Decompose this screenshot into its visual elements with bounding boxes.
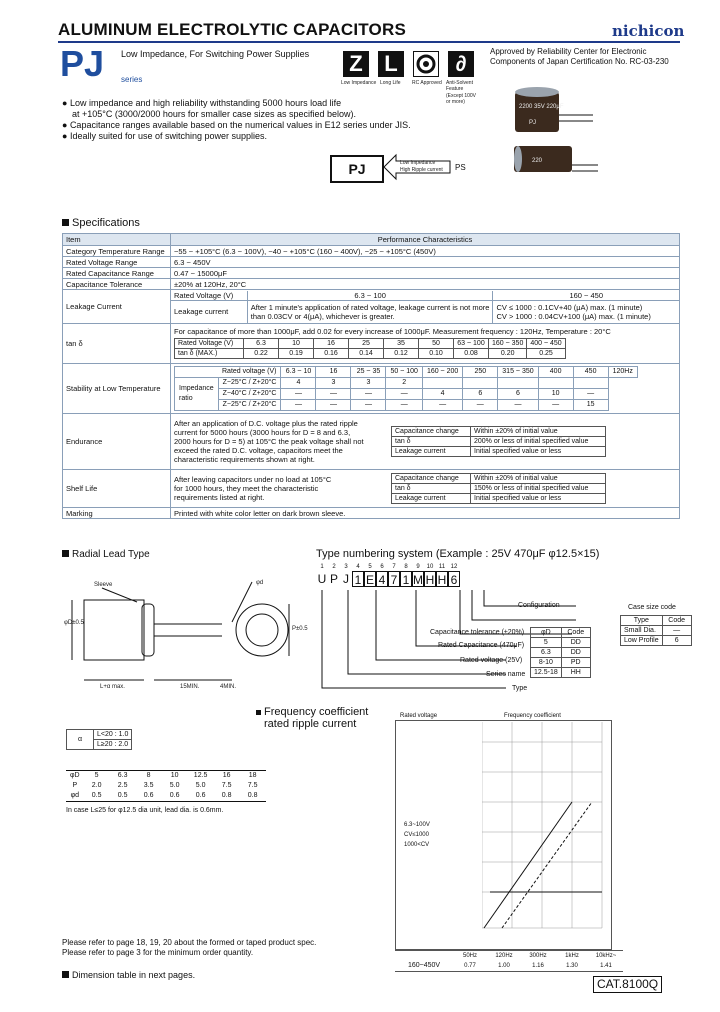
tan-voltage-row — [175, 339, 566, 349]
leak-rv: Rated Voltage (V) — [171, 291, 247, 301]
dim-cell: 0.6 — [143, 792, 154, 799]
num-position: 8 — [404, 564, 408, 570]
dim-cell: 0.5 — [117, 792, 128, 799]
leak-subtable — [171, 291, 679, 323]
dim-cell: 12.5 — [193, 772, 208, 779]
leak-lc: Leakage current — [171, 301, 247, 323]
stab-value-cell: 15 — [573, 400, 608, 411]
stab-value-cell: — — [351, 389, 386, 400]
num-char: H — [425, 573, 435, 587]
num-char: H — [437, 573, 447, 587]
stab-value-cell — [538, 378, 573, 389]
feature-2: ● Capacitance ranges available based on the numerical values in E12 series under JIS. — [62, 120, 411, 130]
dim-next-square — [62, 971, 69, 978]
dim-cell: 7.5 — [247, 782, 258, 789]
endurance-line: exceed the rated D.C. voltage, capacitors meet the — [174, 446, 343, 455]
tan-voltage-cell: 63 ~ 100 — [454, 339, 489, 349]
header-title: ALUMINUM ELECTROLYTIC CAPACITORS — [58, 20, 406, 39]
num-position: 1 — [320, 564, 324, 570]
tan-value-cell: 0.25 — [527, 349, 565, 359]
stab-value-cell: — — [538, 400, 573, 411]
rated-c-label: Rated Capacitance Range — [63, 268, 171, 279]
alpha-table — [66, 729, 132, 750]
freq-value-cell: 1.41 — [600, 963, 612, 969]
num-char: M — [413, 573, 423, 587]
tan-voltage-cell: 160 ~ 350 — [489, 339, 527, 349]
stab-value-cell: — — [351, 400, 386, 411]
shelf-key: Capacitance change — [392, 474, 471, 484]
feature-list — [62, 98, 411, 142]
freq-heading-2: rated ripple current — [264, 718, 357, 730]
stab-voltage-cell: 25 ~ 35 — [351, 367, 386, 378]
dim-cell: 16 — [222, 772, 231, 779]
config-cell: DD — [561, 638, 590, 648]
dim-cell: 5.0 — [169, 782, 180, 789]
series-word: series — [121, 75, 143, 84]
dim-cell: 8 — [146, 772, 151, 779]
stab-row-label: Z−40°C / Z+20°C — [218, 389, 281, 400]
tan-rv: Rated Voltage (V) — [175, 339, 244, 349]
alpha-label: α — [67, 730, 94, 750]
stab-voltage-cell: 250 — [463, 367, 498, 378]
shelf-val: Within ±20% of initial value — [471, 474, 606, 484]
feature-1-text: Low impedance and high reliability withstanding 5000 hours load life — [69, 98, 342, 108]
stab-value-cell: 6 — [463, 389, 498, 400]
tol-value: ±20% at 120Hz, 20°C — [171, 279, 680, 290]
stab-voltage-cell: 6.3 ~ 10 — [281, 367, 316, 378]
stab-row-1 — [175, 389, 638, 400]
radial-heading — [62, 549, 150, 560]
stab-value-cell — [498, 378, 538, 389]
stab-voltage-cell: 315 ~ 350 — [498, 367, 538, 378]
num-char: J — [343, 572, 349, 586]
dim-cell: 3.5 — [143, 782, 154, 789]
freq-row-a: 6.3~100V — [404, 822, 430, 828]
config-cell: 8-10 — [531, 658, 562, 668]
num-position: 3 — [344, 564, 348, 570]
spec-col-perf: Performance Characteristics — [171, 234, 680, 246]
stab-value-cell: — — [316, 389, 351, 400]
freq-header-cell: 120Hz — [495, 953, 513, 959]
marking-label: Marking — [63, 508, 171, 519]
num-label-series: Series name — [486, 671, 526, 678]
rated-c-value: 0.47 ~ 15000μF — [171, 268, 680, 279]
tan-voltage-cell: 25 — [349, 339, 384, 349]
dim-cell: 0.6 — [169, 792, 180, 799]
num-position: 2 — [332, 564, 336, 570]
rc-approved-glyph — [414, 52, 438, 76]
tan-voltage-cell: 10 — [279, 339, 314, 349]
num-position: 12 — [450, 564, 458, 570]
freq-col-fc: Frequency coefficient — [504, 713, 561, 719]
freq-header-row — [395, 951, 623, 962]
endurance-key: Capacitance change — [392, 427, 471, 437]
dim-header: φD — [70, 772, 80, 779]
tan-voltage-cell: 6.3 — [244, 339, 279, 349]
tan-value-cell: 0.12 — [384, 349, 419, 359]
stab-voltage-cell: 50 ~ 100 — [386, 367, 422, 378]
feature-3-text: Ideally suited for use of switching power supplies. — [69, 131, 268, 141]
stab-value-cell — [573, 378, 608, 389]
endurance-line: current for 5000 hours (3000 hours for D = 8 and 6.3, — [174, 428, 351, 437]
stab-value-cell: — — [422, 400, 462, 411]
stab-voltage-cell: 160 ~ 200 — [422, 367, 462, 378]
stab-label: Stability at Low Temperature — [63, 364, 171, 414]
case-cell: Small Dia. — [621, 626, 663, 636]
freq-header-cell: 10kHz~ — [595, 953, 617, 959]
freq-last-label: 160~450V — [407, 962, 441, 969]
approval-line-1: Approved by Reliability Center for Electronic — [490, 47, 647, 56]
stab-value-cell: 10 — [538, 389, 573, 400]
low-impedance-label: Low Impedance — [341, 80, 377, 86]
num-label-cap: Rated Capacitance (470μF) — [438, 642, 525, 649]
tol-label: Capacitance Tolerance — [63, 279, 171, 290]
rc-approved-label: RC Approved — [412, 80, 442, 86]
radial-lead15: 15MIN. — [180, 684, 200, 690]
leak-text-1: After 1 minute's application of rated voltage, leakage current is not more — [250, 302, 490, 312]
stab-value-cell: 3 — [316, 378, 351, 389]
stab-voltage-cell: 16 — [316, 367, 351, 378]
num-position: 9 — [416, 564, 420, 570]
case-title: Case size code — [628, 604, 676, 611]
freq-value-cell: 1.30 — [566, 963, 578, 969]
tan-voltage-cell: 50 — [419, 339, 454, 349]
num-position: 10 — [426, 564, 434, 570]
freq-value-cell: 1.00 — [498, 963, 510, 969]
approval-line-2: Components of Japan Certification No. RC-03-230 — [490, 57, 669, 66]
endurance-line: 2000 hours for D = 5) at 105°C the peak voltage shall not — [174, 437, 364, 446]
num-char: P — [329, 572, 338, 586]
dim-cell: 0.8 — [221, 792, 232, 799]
config-table — [530, 627, 591, 678]
dim-next-text: Dimension table in next pages. — [72, 970, 196, 980]
dim-cell: 5 — [94, 772, 99, 779]
tan-max: tan δ (MAX.) — [175, 349, 244, 359]
dim-cell: 18 — [248, 772, 257, 779]
num-label-tol: Capacitance tolerance (±20%) — [430, 629, 525, 636]
endurance-line: After an application of D.C. voltage plus the rated ripple — [174, 419, 358, 428]
stab-value-cell: 2 — [386, 378, 422, 389]
stab-row-label: Z−25°C / Z+20°C — [218, 400, 281, 411]
radial-L: L+α max. — [100, 684, 125, 690]
cat-temp-label: Category Temperature Range — [63, 246, 171, 257]
shelf-key: Leakage current — [392, 494, 471, 504]
stab-row-2 — [175, 400, 638, 411]
case-cell: — — [662, 626, 691, 636]
dim-cell: 7.5 — [221, 782, 232, 789]
num-char: 6 — [448, 571, 460, 587]
spec-col-item: Item — [63, 234, 171, 246]
dim-header: φd — [70, 792, 80, 799]
rated-v-value: 6.3 ~ 450V — [171, 257, 680, 268]
radial-note: In case L≤25 for φ12.5 dia unit, lead dia. is 0.6mm. — [66, 807, 224, 814]
catalog-number: CAT.8100Q — [593, 976, 662, 993]
feature-2-text: Capacitance ranges available based on the numerical values in E12 series under JIS. — [69, 120, 411, 130]
num-char: 4 — [376, 571, 388, 587]
endurance-text — [174, 419, 364, 464]
stab-value-cell: — — [281, 389, 316, 400]
freq-value-row — [395, 961, 623, 972]
leak-text-4: CV > 1000 : 0.04CV+100 (μA) max. (1 minute) — [496, 311, 651, 321]
case-table — [620, 615, 692, 646]
series-arrow-bottom: High Ripple current — [400, 167, 443, 173]
freq-last-table — [395, 950, 623, 972]
leak-text-3: CV ≤ 1000 : 0.1CV+40 (μA) max. (1 minute) — [496, 302, 643, 312]
dimension-table — [66, 770, 266, 802]
stab-value-cell: — — [281, 400, 316, 411]
num-position: 5 — [368, 564, 372, 570]
freq-row-a-sub2: 1000<CV — [404, 842, 430, 848]
capacitor-photo-low — [510, 140, 600, 180]
stab-voltage-row — [175, 367, 638, 378]
config-cell: 6.3 — [531, 648, 562, 658]
cap-photo-side-text: PJ — [529, 120, 537, 126]
endurance-val: Within ±20% of initial value — [471, 427, 606, 437]
radial-P: P±0.5 — [292, 626, 308, 632]
tan-value-cell: 0.22 — [244, 349, 279, 359]
case-cell: Low Profile — [621, 636, 663, 646]
shelf-table — [391, 473, 606, 504]
num-char: 1 — [400, 571, 412, 587]
spec-table — [62, 233, 680, 519]
specs-heading-square — [62, 219, 69, 226]
config-cell: PD — [561, 658, 590, 668]
num-char: 7 — [388, 571, 400, 587]
numbering-heading: Type numbering system (Example : 25V 470μF φ12.5×15) — [316, 548, 600, 560]
freq-header-cell: 1kHz — [565, 953, 579, 959]
dim-cell: 2.5 — [117, 782, 128, 789]
alpha-v2: L≥20 : 2.0 — [94, 740, 132, 750]
subtitle: Low Impedance, For Switching Power Supplies — [121, 49, 310, 59]
numbering-code — [316, 563, 460, 587]
feature-1-cont: at +105°C (3000/2000 hours for smaller case sizes as specified below). — [72, 109, 356, 119]
footer-note-1: Please refer to page 18, 19, 20 about the formed or taped product spec. — [62, 938, 317, 947]
leak-label: Leakage Current — [63, 290, 171, 324]
freq-row-a-sub1: CV≤1000 — [404, 832, 429, 838]
radial-heading-text: Radial Lead Type — [72, 549, 150, 560]
dim-cell: 10 — [170, 772, 179, 779]
stab-imp-1: Impedance — [179, 385, 214, 392]
tan-value-row — [175, 349, 566, 359]
brand-logo: nichicon — [612, 22, 685, 40]
radial-lead-drawing — [62, 570, 302, 695]
num-char: 1 — [352, 571, 364, 587]
header-rule — [58, 41, 680, 43]
spec-header-row — [63, 234, 680, 246]
cat-temp-value: −55 ~ +105°C (6.3 ~ 100V), −40 ~ +105°C (160 ~ 400V), −25 ~ +105°C (450V) — [171, 246, 680, 257]
num-label-rv: Rated voltage (25V) — [460, 657, 523, 664]
radial-heading-square — [62, 550, 69, 557]
cap-photo-low-text: 220 — [532, 158, 543, 164]
tan-value-cell: 0.20 — [489, 349, 527, 359]
long-life-icon: L — [378, 51, 404, 77]
shelf-label: Shelf Life — [63, 470, 171, 508]
rc-approved-icon — [413, 51, 439, 77]
tan-value-cell: 0.14 — [349, 349, 384, 359]
stab-value-cell — [463, 378, 498, 389]
dim-cell: 0.5 — [91, 792, 102, 799]
freq-heading — [256, 706, 368, 730]
dim-cell: 6.3 — [117, 772, 128, 779]
endurance-val: Initial specified value or less — [471, 447, 606, 457]
leak-text-2: than 0.03CV or 4(μA), whichever is greater. — [250, 311, 395, 321]
tan-value-cell: 0.19 — [279, 349, 314, 359]
stab-imp-2: ratio — [179, 395, 193, 402]
endurance-val: 200% or less of initial specified value — [471, 437, 606, 447]
shelf-line: requirements listed at right. — [174, 493, 265, 502]
tan-value-cell: 0.10 — [419, 349, 454, 359]
cap-photo-top-text: 2200 35V 220μF — [519, 104, 564, 110]
radial-lead4: 4MIN. — [220, 684, 237, 690]
tan-voltage-cell: 16 — [314, 339, 349, 349]
case-head: Code — [662, 616, 691, 626]
long-life-label: Long Life — [380, 80, 401, 86]
stab-value-cell: 3 — [351, 378, 386, 389]
shelf-text — [174, 475, 331, 502]
endurance-label: Endurance — [63, 414, 171, 470]
stab-table — [174, 366, 638, 411]
stab-value-cell: 6 — [498, 389, 538, 400]
shelf-line: After leaving capacitors under no load at 105°C — [174, 475, 332, 484]
series-code: PJ — [60, 43, 105, 84]
stab-row-0 — [175, 378, 638, 389]
endurance-line: characteristic requirements shown at right. — [174, 455, 315, 464]
shelf-key: tan δ — [392, 484, 471, 494]
tan-voltage-cell: 35 — [384, 339, 419, 349]
specs-heading — [62, 217, 140, 229]
config-head: Code — [561, 628, 590, 638]
config-cell: HH — [561, 668, 590, 678]
freq-graph — [482, 722, 604, 932]
freq-header-cell: 300Hz — [529, 953, 547, 959]
low-impedance-icon: Z — [343, 51, 369, 77]
dim-cell: 0.6 — [195, 792, 206, 799]
freq-heading-1-text: Frequency coefficient — [264, 706, 369, 718]
anti-solvent-note: (Except 100V or more) — [446, 93, 477, 105]
shelf-val: 150% or less of initial specified value — [471, 484, 606, 494]
dim-cell: 0.8 — [247, 792, 258, 799]
shelf-line: for 1000 hours, they meet the characteristic — [174, 484, 319, 493]
config-cell: DD — [561, 648, 590, 658]
series-related: PS — [455, 163, 466, 172]
freq-header-cell: 50Hz — [462, 953, 477, 959]
leak-range-1: 6.3 ~ 100 — [247, 291, 493, 301]
footer-note-2: Please refer to page 3 for the minimum order quantity. — [62, 948, 254, 957]
marking-value: Printed with white color letter on dark brown sleeve. — [171, 508, 680, 519]
num-position: 11 — [438, 564, 446, 570]
stab-value-cell: — — [573, 389, 608, 400]
freq-value-cell: 0.77 — [464, 963, 476, 969]
stab-value-cell: — — [386, 400, 422, 411]
anti-solvent-label: Anti-Solvent Feature — [446, 80, 473, 92]
num-position: 6 — [380, 564, 384, 570]
feature-3: ● Ideally suited for use of switching power supplies. — [62, 131, 268, 141]
num-label-config: Configuration — [518, 602, 560, 609]
endurance-key: tan δ — [392, 437, 471, 447]
radial-sleeve: Sleeve — [94, 582, 113, 588]
tan-note: For capacitance of more than 1000μF, add 0.02 for every increase of 1000μF. Measurement frequency : 120Hz, Temperature : 20°C — [174, 327, 611, 336]
stab-value-cell: — — [463, 400, 498, 411]
endurance-key: Leakage current — [392, 447, 471, 457]
leak-range-2: 160 ~ 450 — [493, 291, 679, 301]
num-char: U — [317, 572, 327, 586]
stab-row-label: Z−25°C / Z+20°C — [218, 378, 281, 389]
tan-value-cell: 0.16 — [314, 349, 349, 359]
dim-next — [62, 970, 195, 980]
stab-voltage-cell: 450 — [573, 367, 608, 378]
specs-heading-text: Specifications — [72, 217, 140, 229]
config-cell: 12.5-18 — [531, 668, 562, 678]
tan-voltage-cell: 400 ~ 450 — [527, 339, 565, 349]
numbering-positions — [316, 563, 460, 571]
case-cell: 6 — [662, 636, 691, 646]
stab-value-cell: — — [498, 400, 538, 411]
rated-v-label: Rated Voltage Range — [63, 257, 171, 268]
dim-cell: 2.0 — [91, 782, 102, 789]
case-head: Type — [621, 616, 663, 626]
num-char: E — [365, 573, 374, 587]
tan-table — [174, 338, 566, 359]
endurance-table — [391, 426, 606, 457]
stab-freq: 120Hz — [608, 367, 637, 378]
num-label-type: Type — [512, 685, 528, 692]
stab-value-cell: 4 — [281, 378, 316, 389]
num-position: 7 — [392, 564, 396, 570]
radial-phi-d: φd — [256, 580, 264, 586]
tan-value-cell: 0.08 — [454, 349, 489, 359]
stab-value-cell: 4 — [422, 389, 462, 400]
series-box: PJ — [330, 155, 384, 183]
series-arrow-top: Low Impedance — [400, 160, 436, 166]
radial-phi-D: φD±0.5 — [64, 620, 84, 626]
tan-label: tan δ — [63, 324, 171, 364]
shelf-val: Initial specified value or less — [471, 494, 606, 504]
config-cell: 5 — [531, 638, 562, 648]
anti-solvent-icon: ∂ — [448, 51, 474, 77]
stab-value-cell — [422, 378, 462, 389]
dim-header: P — [72, 782, 78, 789]
freq-value-cell: 1.16 — [532, 963, 544, 969]
alpha-v1: L<20 : 1.0 — [94, 730, 132, 740]
stab-value-cell: — — [386, 389, 422, 400]
num-position: 4 — [356, 564, 360, 570]
dim-cell: 5.0 — [195, 782, 206, 789]
freq-bullet — [256, 710, 261, 715]
numbering-chars — [316, 571, 460, 587]
freq-col-rv: Rated voltage — [400, 713, 438, 719]
stab-rv: Rated voltage (V) — [175, 367, 281, 378]
stab-value-cell: — — [316, 400, 351, 411]
config-head: φD — [531, 628, 562, 638]
freq-heading-1 — [256, 706, 368, 718]
feature-1: ● Low impedance and high reliability withstanding 5000 hours load life — [62, 98, 342, 108]
stab-voltage-cell: 400 — [538, 367, 573, 378]
